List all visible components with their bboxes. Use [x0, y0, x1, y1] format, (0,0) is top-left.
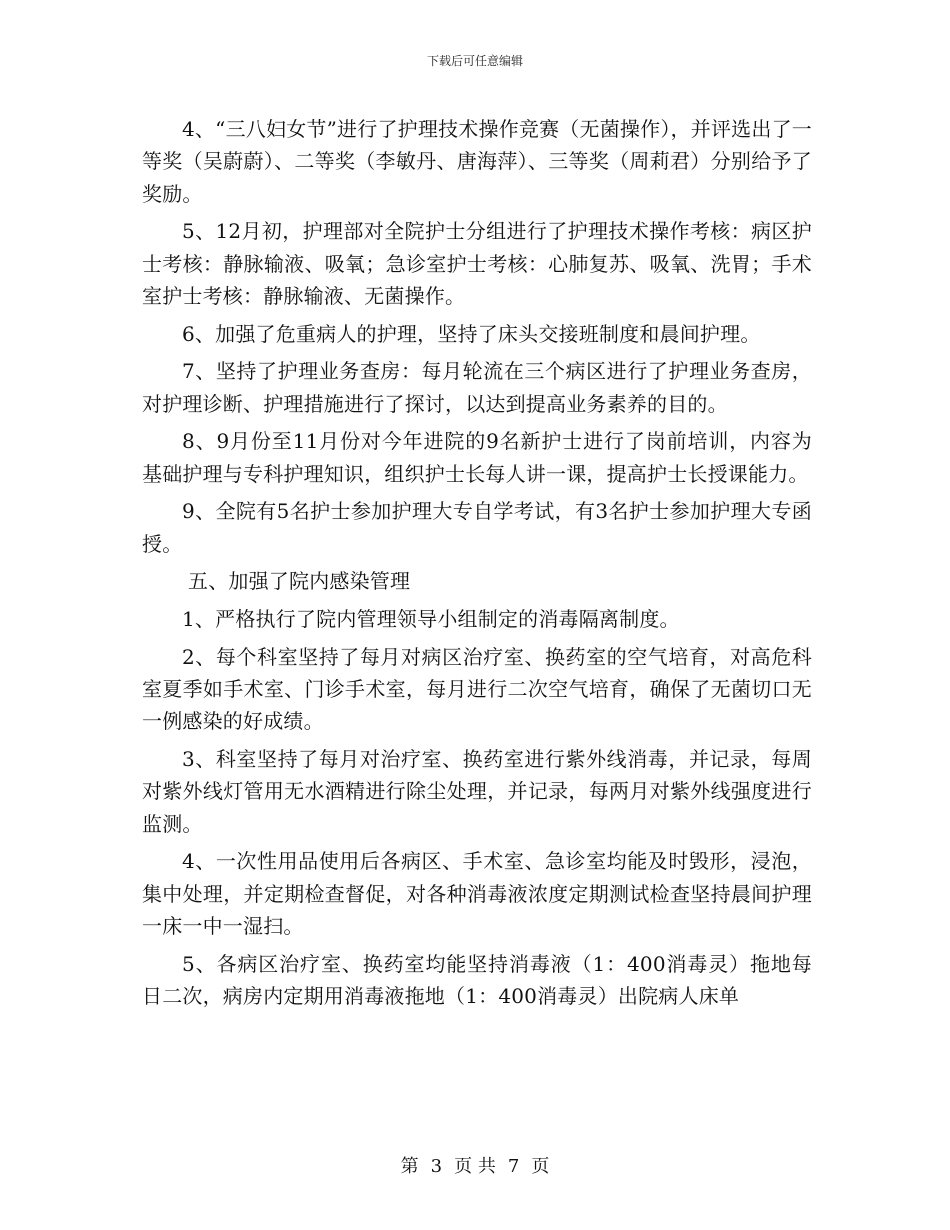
document-body	[142, 113, 812, 1018]
page-footer	[0, 1152, 950, 1178]
paragraph-section5-item-4: 4、一次性用品使用后各病区、手术室、急诊室均能及时毁形，浸泡，集中处理，并定期检查督促，对各种消毒液浓度定期测试检查坚持晨间护理一床一中一湿扫。	[142, 849, 812, 939]
paragraph-item-4: 4、“三八妇女节”进行了护理技术操作竞赛（无菌操作），并评选出了一等奖（吴蔚蔚）、二等奖（李敏丹、唐海萍）、三等奖（周莉君）分别给予了奖励。	[142, 117, 812, 206]
paragraph-item-9: 9、全院有5名护士参加护理大专自学考试，有3名护士参加护理大专函授。	[142, 499, 812, 556]
paragraph-section5-item-3: 3、科室坚持了每月对治疗室、换药室进行紫外线消毒，并记录，每周对紫外线灯管用无水酒精进行除尘处理，并记录，每两月对紫外线强度进行监测。	[142, 747, 812, 836]
section-heading: 五、加强了院内感染管理	[188, 569, 411, 594]
paragraph-item-5: 5、12月初，护理部对全院护士分组进行了护理技术操作考核：病区护士考核：静脉输液、吸氧；急诊室护士考核：心肺复苏、吸氧、洗胃；手术室护士考核：静脉输液、无菌操作。	[142, 219, 812, 309]
paragraph-item-6: 6、加强了危重病人的护理，坚持了床头交接班制度和晨间护理。	[182, 321, 761, 346]
paragraph-item-8: 8、9月份至11月份对今年进院的9名新护士进行了岗前培训，内容为基础护理与专科护理知识，组织护士长每人讲一课，提高护士长授课能力。	[142, 429, 812, 486]
page-header: 下载后可任意编辑	[426, 54, 523, 68]
footer-mid: 页 共	[454, 1156, 496, 1177]
paragraph-item-7: 7、坚持了护理业务查房：每月轮流在三个病区进行了护理业务查房，对护理诊断、护理措施进行了探讨，以达到提高业务素养的目的。	[142, 359, 812, 416]
footer-total-pages: 7	[507, 1156, 520, 1177]
paragraph-section5-item-2: 2、每个科室坚持了每月对病区治疗室、换药室的空气培育，对高危科室夏季如手术室、门诊手术室，每月进行二次空气培育，确保了无菌切口无一例感染的好成绩。	[142, 644, 812, 734]
footer-suffix: 页	[531, 1156, 550, 1177]
paragraph-section5-item-1: 1、严格执行了院内管理领导小组制定的消毒隔离制度。	[182, 607, 680, 631]
footer-prefix: 第	[400, 1156, 419, 1177]
footer-page-number: 3	[430, 1156, 443, 1177]
paragraph-section5-item-5: 5、各病区治疗室、换药室均能坚持消毒液（1：400消毒灵）拖地每日二次，病房内定期用消毒液拖地（1：400消毒灵）出院病人床单	[142, 951, 812, 1009]
